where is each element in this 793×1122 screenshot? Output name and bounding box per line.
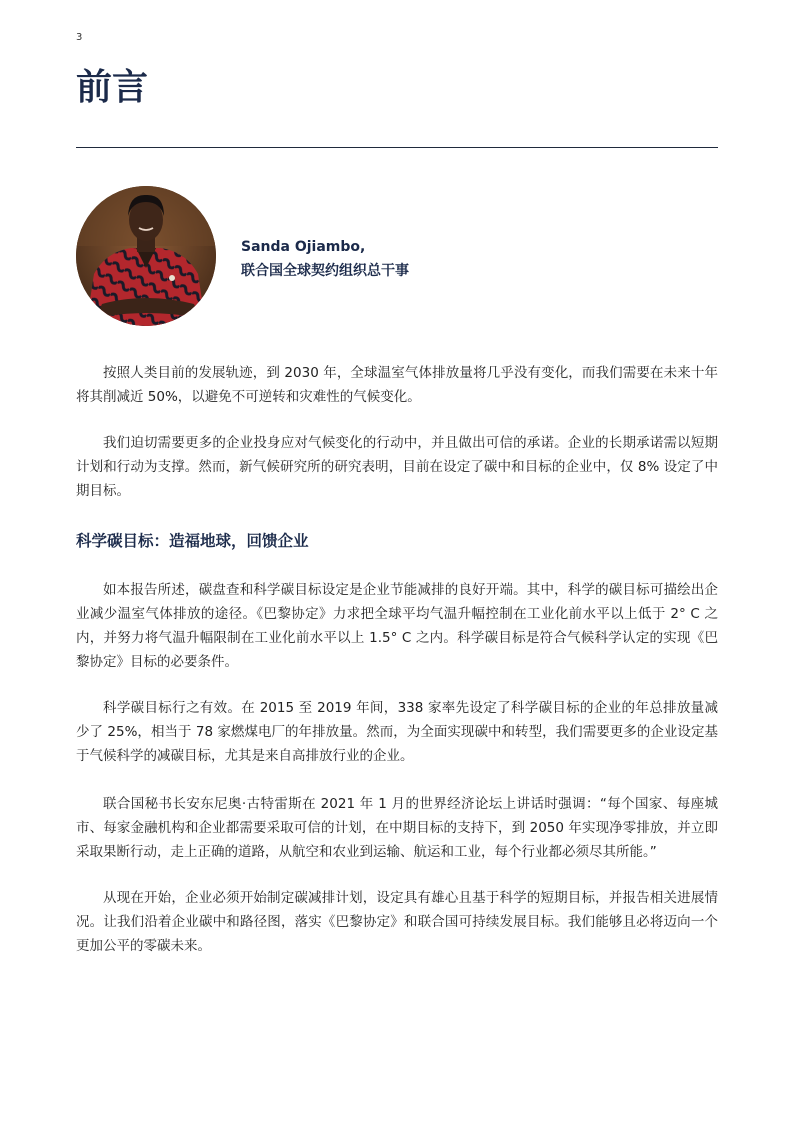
intro-paragraph-2: 我们迫切需要更多的企业投身应对气候变化的行动中，并且做出可信的承诺。企业的长期承诺需以短期计划和行动为支撑。然而，新气候研究所的研究表明，目前在设定了碳中和目标的企业中，仅 8% 设定了中期目标。 <box>76 435 718 499</box>
section-paragraph-4: 从现在开始，企业必须开始制定碳减排计划，设定具有雄心且基于科学的短期目标，并报告相关进展情况。让我们沿着企业碳中和路径图，落实《巴黎协定》和联合国可持续发展目标。我们能够且必将迈向一个更加公平的零碳未来。 <box>76 890 718 954</box>
section-paragraph-2: 科学碳目标行之有效。在 2015 至 2019 年间，338 家率先设定了科学碳目标的企业的年总排放量减少了 25%，相当于 78 家燃煤电厂的年排放量。然而，为全面实现碳中和转型，我们需要更多的企业设定基于气候科学的减碳目标，尤其是来自高排放行业的企业。 <box>76 700 718 764</box>
section-heading: 科学碳目标：造福地球，回馈企业 <box>76 532 309 550</box>
author-block <box>241 235 409 283</box>
author-portrait <box>76 186 216 326</box>
author-role: 联合国全球契约组织总干事 <box>241 263 409 279</box>
section-paragraph-1: 如本报告所述，碳盘查和科学碳目标设定是企业节能减排的良好开端。其中，科学的碳目标可描绘出企业减少温室气体排放的途径。《巴黎协定》力求把全球平均气温升幅控制在工业化前水平以上低于 2° C 之内，并努力将气温升幅限制在工业化前水平以上 1.5° C 之内。科学碳目标是符合气候科学认定的实现《巴黎协定》目标的必要条件。 <box>76 582 718 670</box>
section-paragraph-3: 联合国秘书长安东尼奥·古特雷斯在 2021 年 1 月的世界经济论坛上讲话时强调：“每个国家、每座城市、每家金融机构和企业都需要采取可信的计划，在中期目标的支持下，到 2050 年实现净零排放，并立即采取果断行动，走上正确的道路，从航空和农业到运输、航运和工业，每个行业都必须尽其所能。” <box>76 796 718 860</box>
page-number: 3 <box>76 32 83 43</box>
portrait-illustration <box>76 186 216 326</box>
intro-paragraph-1: 按照人类目前的发展轨迹，到 2030 年，全球温室气体排放量将几乎没有变化，而我们需要在未来十年将其削减近 50%，以避免不可逆转和灾难性的气候变化。 <box>76 365 718 405</box>
author-name: Sanda Ojiambo, <box>241 239 366 255</box>
page-title: 前言 <box>76 67 149 108</box>
title-divider <box>76 147 718 148</box>
